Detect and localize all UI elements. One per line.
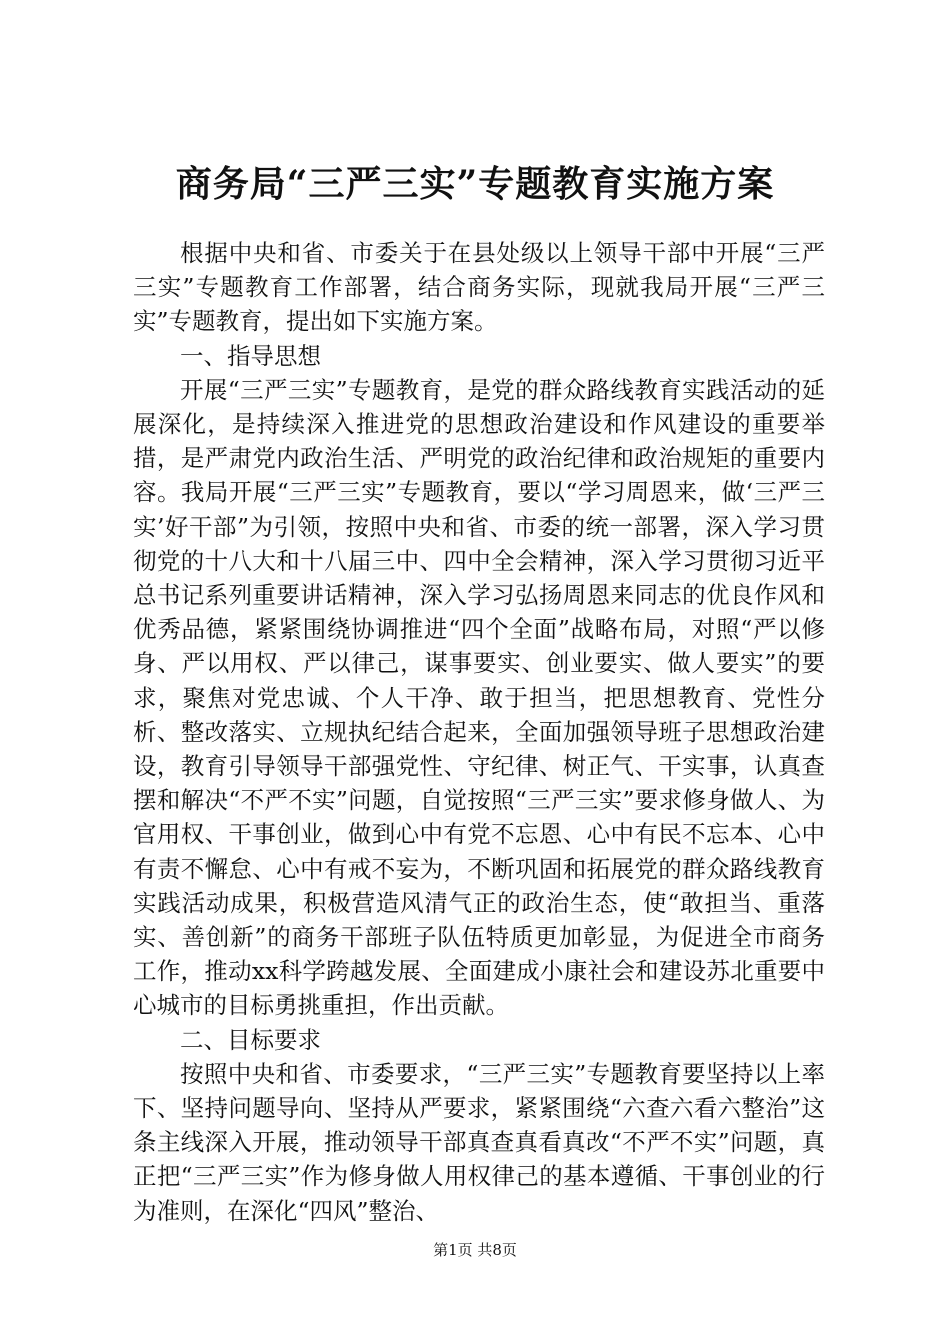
guiding-ideology-paragraph: 开展“三严三实”专题教育，是党的群众路线教育实践活动的延展深化，是持续深入推进党的思想政治建设和作风建设的重要举措，是严肃党内政治生活、严明党的政治纪律和政治规矩的重要内容。我局开展“三严三实”专题教育，要以“学习周恩来，做‘三严三实’好干部”为引领，按照中央和省、市委的统一部署，深入学习贯彻党的十八大和十八届三中、四中全会精神，深入学习贯彻习近平总书记系列重要讲话精神，深入学习弘扬周恩来同志的优良作风和优秀品德，紧紧围绕协调推进“四个全面”战略布局，对照“严以修身、严以用权、严以律己，谋事要实、创业要实、做人要实”的要求，聚焦对党忠诚、个人干净、敢于担当，把思想教育、党性分析、整改落实、立规执纪结合起来，全面加强领导班子思想政治建设，教育引导领导干部强党性、守纪律、树正气、干实事，认真查摆和解决“不严不实”问题，自觉按照“三严三实”要求修身做人、为官用权、干事创业，做到心中有党不忘恩、心中有民不忘本、心中有责不懈怠、心中有戒不妄为，不断巩固和拓展党的群众路线教育实践活动成果，积极营造风清气正的政治生态，使“敢担当、重落实、善创新”的商务干部班子队伍特质更加彰显，为促进全市商务工作，推动xx科学跨越发展、全面建成小康社会和建设苏北重要中心城市的目标勇挑重担，作出贡献。	[133, 375, 825, 1020]
document-body	[133, 236, 825, 1228]
section-heading-guiding-ideology: 一、指导思想	[180, 341, 321, 370]
section-heading-goals: 二、目标要求	[180, 1025, 321, 1054]
goals-paragraph: 按照中央和省、市委要求，“三严三实”专题教育要坚持以上率下、坚持问题导向、坚持从严要求，紧紧围绕“六查六看六整治”这条主线深入开展，推动领导干部真查真看真改“不严不实”问题，真正把“三严三实”作为修身做人用权律己的基本遵循、干事创业的行为准则，在深化“四风”整治、	[133, 1059, 825, 1225]
document-title: 商务局“三严三实”专题教育实施方案	[175, 163, 775, 205]
page-number-footer: 第1页 共8页	[433, 1241, 517, 1259]
intro-paragraph: 根据中央和省、市委关于在县处级以上领导干部中开展“三严三实”专题教育工作部署，结合商务实际，现就我局开展“三严三实”专题教育，提出如下实施方案。	[133, 239, 825, 336]
